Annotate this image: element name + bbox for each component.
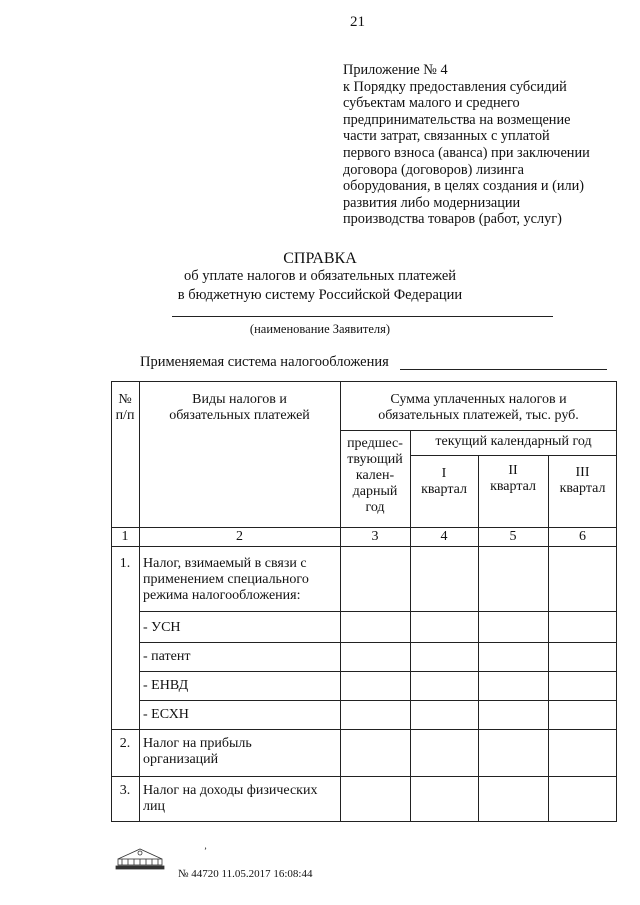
header-previous-year [340,436,410,516]
page-number: 21 [350,14,365,30]
header-num [111,392,139,424]
header-prev-line: твующий [347,452,403,467]
document-subtitle: об уплате налогов и обязательных платежей [183,268,457,284]
column-number: 1 [121,529,129,544]
row-number: 3. [119,783,131,798]
header-current-year: текущий календарный год [435,434,592,449]
column-number: 3 [371,529,379,544]
header-quarter-1 [410,466,478,498]
header-prev-line: дарный [352,484,398,499]
header-prev-line: год [365,500,385,515]
appendix-line: производства товаров (работ, услуг) [343,211,562,228]
tax-system-label: Применяемая система налогообложения [140,354,389,370]
row-label-line: Налог на доходы физических [143,783,318,798]
appendix-line: субъектам малого и среднего [343,95,520,112]
header-quarter-num: I [441,466,447,481]
table-row-label: - патент [143,649,191,664]
row-number: 2. [119,736,131,751]
header-tax-types-line: обязательных платежей [169,408,310,423]
appendix-line: части затрат, связанных с уплатой [343,128,550,145]
row-label-line: организаций [143,752,219,767]
appendix-line: развития либо модернизации [343,194,521,211]
appendix-line: первого взноса (аванса) при заключении [343,144,590,161]
header-quarter-word: квартал [421,482,467,497]
header-quarter-word: квартал [559,481,606,496]
header-quarter-3 [548,465,617,497]
header-quarter-word: квартал [490,479,536,494]
document-subtitle: в бюджетную систему Российской Федерации [177,287,463,303]
appendix-line: Приложение № 4 [343,62,448,78]
registry-logo-icon [112,845,168,871]
table-row-label [143,736,338,768]
appendix-line: предпринимательства на возмещение [343,111,571,128]
column-number: 4 [440,529,448,544]
header-num-line: п/п [115,408,135,423]
row-number: 1. [119,556,131,571]
column-number: 5 [509,529,517,544]
header-quarter-num: II [508,463,518,478]
header-tax-types [139,392,340,424]
header-sum-line: Сумма уплаченных налогов и [390,392,567,407]
row-label-line: Налог, взимаемый в связи с [143,556,307,571]
column-number: 2 [236,529,243,544]
header-quarter-2 [478,463,548,495]
header-quarter-num: III [575,465,590,480]
row-label-line: применением специального [143,572,309,587]
header-sum-paid [340,392,617,424]
table-row-label: - УСН [143,620,181,635]
column-number: 6 [579,529,586,544]
appendix-line: договора (договоров) лизинга [343,161,524,178]
header-tax-types-line: Виды налогов и [192,392,287,407]
header-prev-line: предшес- [347,436,403,451]
document-title: СПРАВКА [283,250,357,267]
appendix-line: оборудования, в целях создания и (или) [343,178,585,195]
table-row-label [143,783,338,815]
header-prev-line: кален- [355,468,395,483]
row-label-line: режима налогообложения: [143,588,301,603]
header-sum-line: обязательных платежей, тыс. руб. [378,408,579,423]
table-row-label: - ЕСХН [143,707,189,722]
table-row-label: - ЕНВД [143,678,189,693]
row-label-line: лиц [143,799,165,814]
header-num-line: № [118,392,132,407]
applicant-caption: (наименование Заявителя) [249,322,391,336]
footer-tick-mark: ʼ [204,846,207,856]
row-label-line: Налог на прибыль [143,736,252,751]
appendix-line: к Порядку предоставления субсидий [343,78,567,95]
table-row-label [143,556,338,604]
document-stamp: № 44720 11.05.2017 16:08:44 [178,868,313,880]
